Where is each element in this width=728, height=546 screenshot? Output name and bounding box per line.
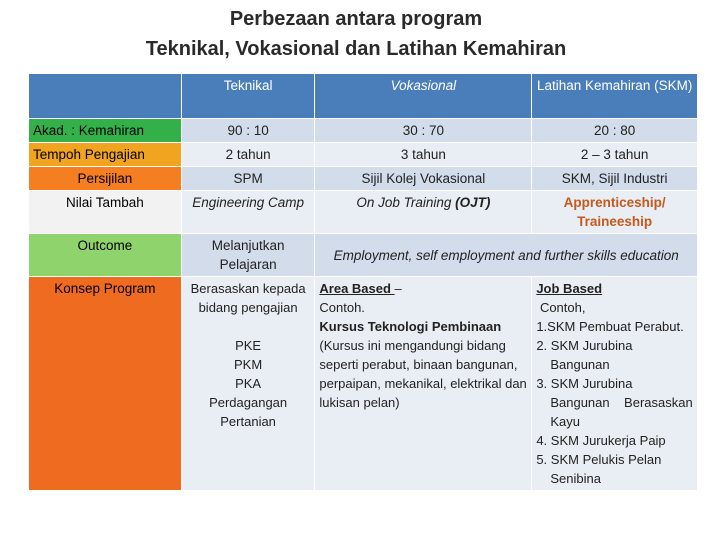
row-label-persijilan: Persijilan	[29, 167, 182, 191]
table-row	[29, 167, 698, 191]
table-cell: 3 tahun	[315, 143, 532, 167]
ojt-abbrev: (OJT)	[455, 195, 491, 210]
table-cell	[315, 191, 532, 234]
page-title-line1: Perbezaan antara program	[229, 8, 483, 30]
table-row	[29, 191, 698, 234]
table-cell: 20 : 80	[532, 119, 698, 143]
table-cell: Engineering Camp	[181, 191, 315, 234]
header-skm: Latihan Kemahiran (SKM)	[532, 74, 698, 119]
vokasional-course: Kursus Teknologi Pembinaan	[319, 319, 502, 334]
job-based-heading: Job Based	[536, 281, 603, 296]
table-row	[29, 119, 698, 143]
header-vokasional: Vokasional	[315, 74, 532, 119]
konsep-skm-cell	[532, 277, 698, 491]
konsep-vokasional-cell	[315, 277, 532, 491]
ojt-label: On Job Training	[356, 195, 456, 210]
vokasional-example: Contoh.	[319, 300, 365, 315]
table-cell-merged: Employment, self employment and further skills education	[315, 234, 698, 277]
table-cell: SPM	[181, 167, 315, 191]
header-teknikal: Teknikal	[181, 74, 315, 119]
list-item: 2. SKM Jurubina	[536, 338, 633, 353]
table-row	[29, 234, 698, 277]
list-item: 5. SKM Pelukis Pelan	[536, 452, 662, 467]
row-label-outcome: Outcome	[29, 234, 182, 277]
area-based-dash: –	[394, 281, 402, 296]
list-item: Senibina	[550, 471, 601, 486]
table-row	[29, 277, 698, 491]
list-item: PKE	[235, 338, 262, 353]
header-empty	[29, 74, 182, 119]
table-cell: 30 : 70	[315, 119, 532, 143]
area-based-heading: Area Based	[319, 281, 395, 296]
list-item: Pertanian	[220, 414, 276, 429]
table-cell: 2 tahun	[181, 143, 315, 167]
list-item: Perdagangan	[209, 395, 288, 410]
row-label-nilai-tambah: Nilai Tambah	[29, 191, 182, 234]
row-label-akad: Akad. : Kemahiran	[29, 119, 182, 143]
list-item: Kayu	[550, 414, 580, 429]
vokasional-desc: (Kursus ini mengandungi bidang seperti perabut, binaan bangunan, perpaipan, mekanikal, elektrikal dan lukisan pelan)	[319, 338, 527, 410]
comparison-table	[28, 73, 698, 491]
list-item: PKA	[235, 376, 262, 391]
list-item: Bangunan Berasaskan	[550, 395, 693, 410]
list-item: Bangunan	[550, 357, 610, 372]
table-header-row	[29, 74, 698, 119]
table-cell: 90 : 10	[181, 119, 315, 143]
list-item: 1.SKM Pembuat Perabut.	[536, 319, 684, 334]
list-item: 3. SKM Jurubina	[536, 376, 633, 391]
row-label-tempoh: Tempoh Pengajian	[29, 143, 182, 167]
skm-example: Contoh,	[536, 300, 586, 315]
table-cell: Melanjutkan Pelajaran	[181, 234, 315, 277]
table-row	[29, 143, 698, 167]
table-cell: 2 – 3 tahun	[532, 143, 698, 167]
table-cell: Sijil Kolej Vokasional	[315, 167, 532, 191]
row-label-konsep: Konsep Program	[29, 277, 182, 491]
table-cell: SKM, Sijil Industri	[532, 167, 698, 191]
konsep-teknikal-intro: Berasaskan kepada bidang pengajian	[190, 281, 306, 315]
konsep-teknikal-cell	[181, 277, 315, 491]
table-cell: Apprenticeship/ Traineeship	[532, 191, 698, 234]
page-title-line2: Teknikal, Vokasional dan Latihan Kemahiran	[145, 38, 567, 60]
list-item: PKM	[234, 357, 263, 372]
list-item: 4. SKM Jurukerja Paip	[536, 433, 666, 448]
